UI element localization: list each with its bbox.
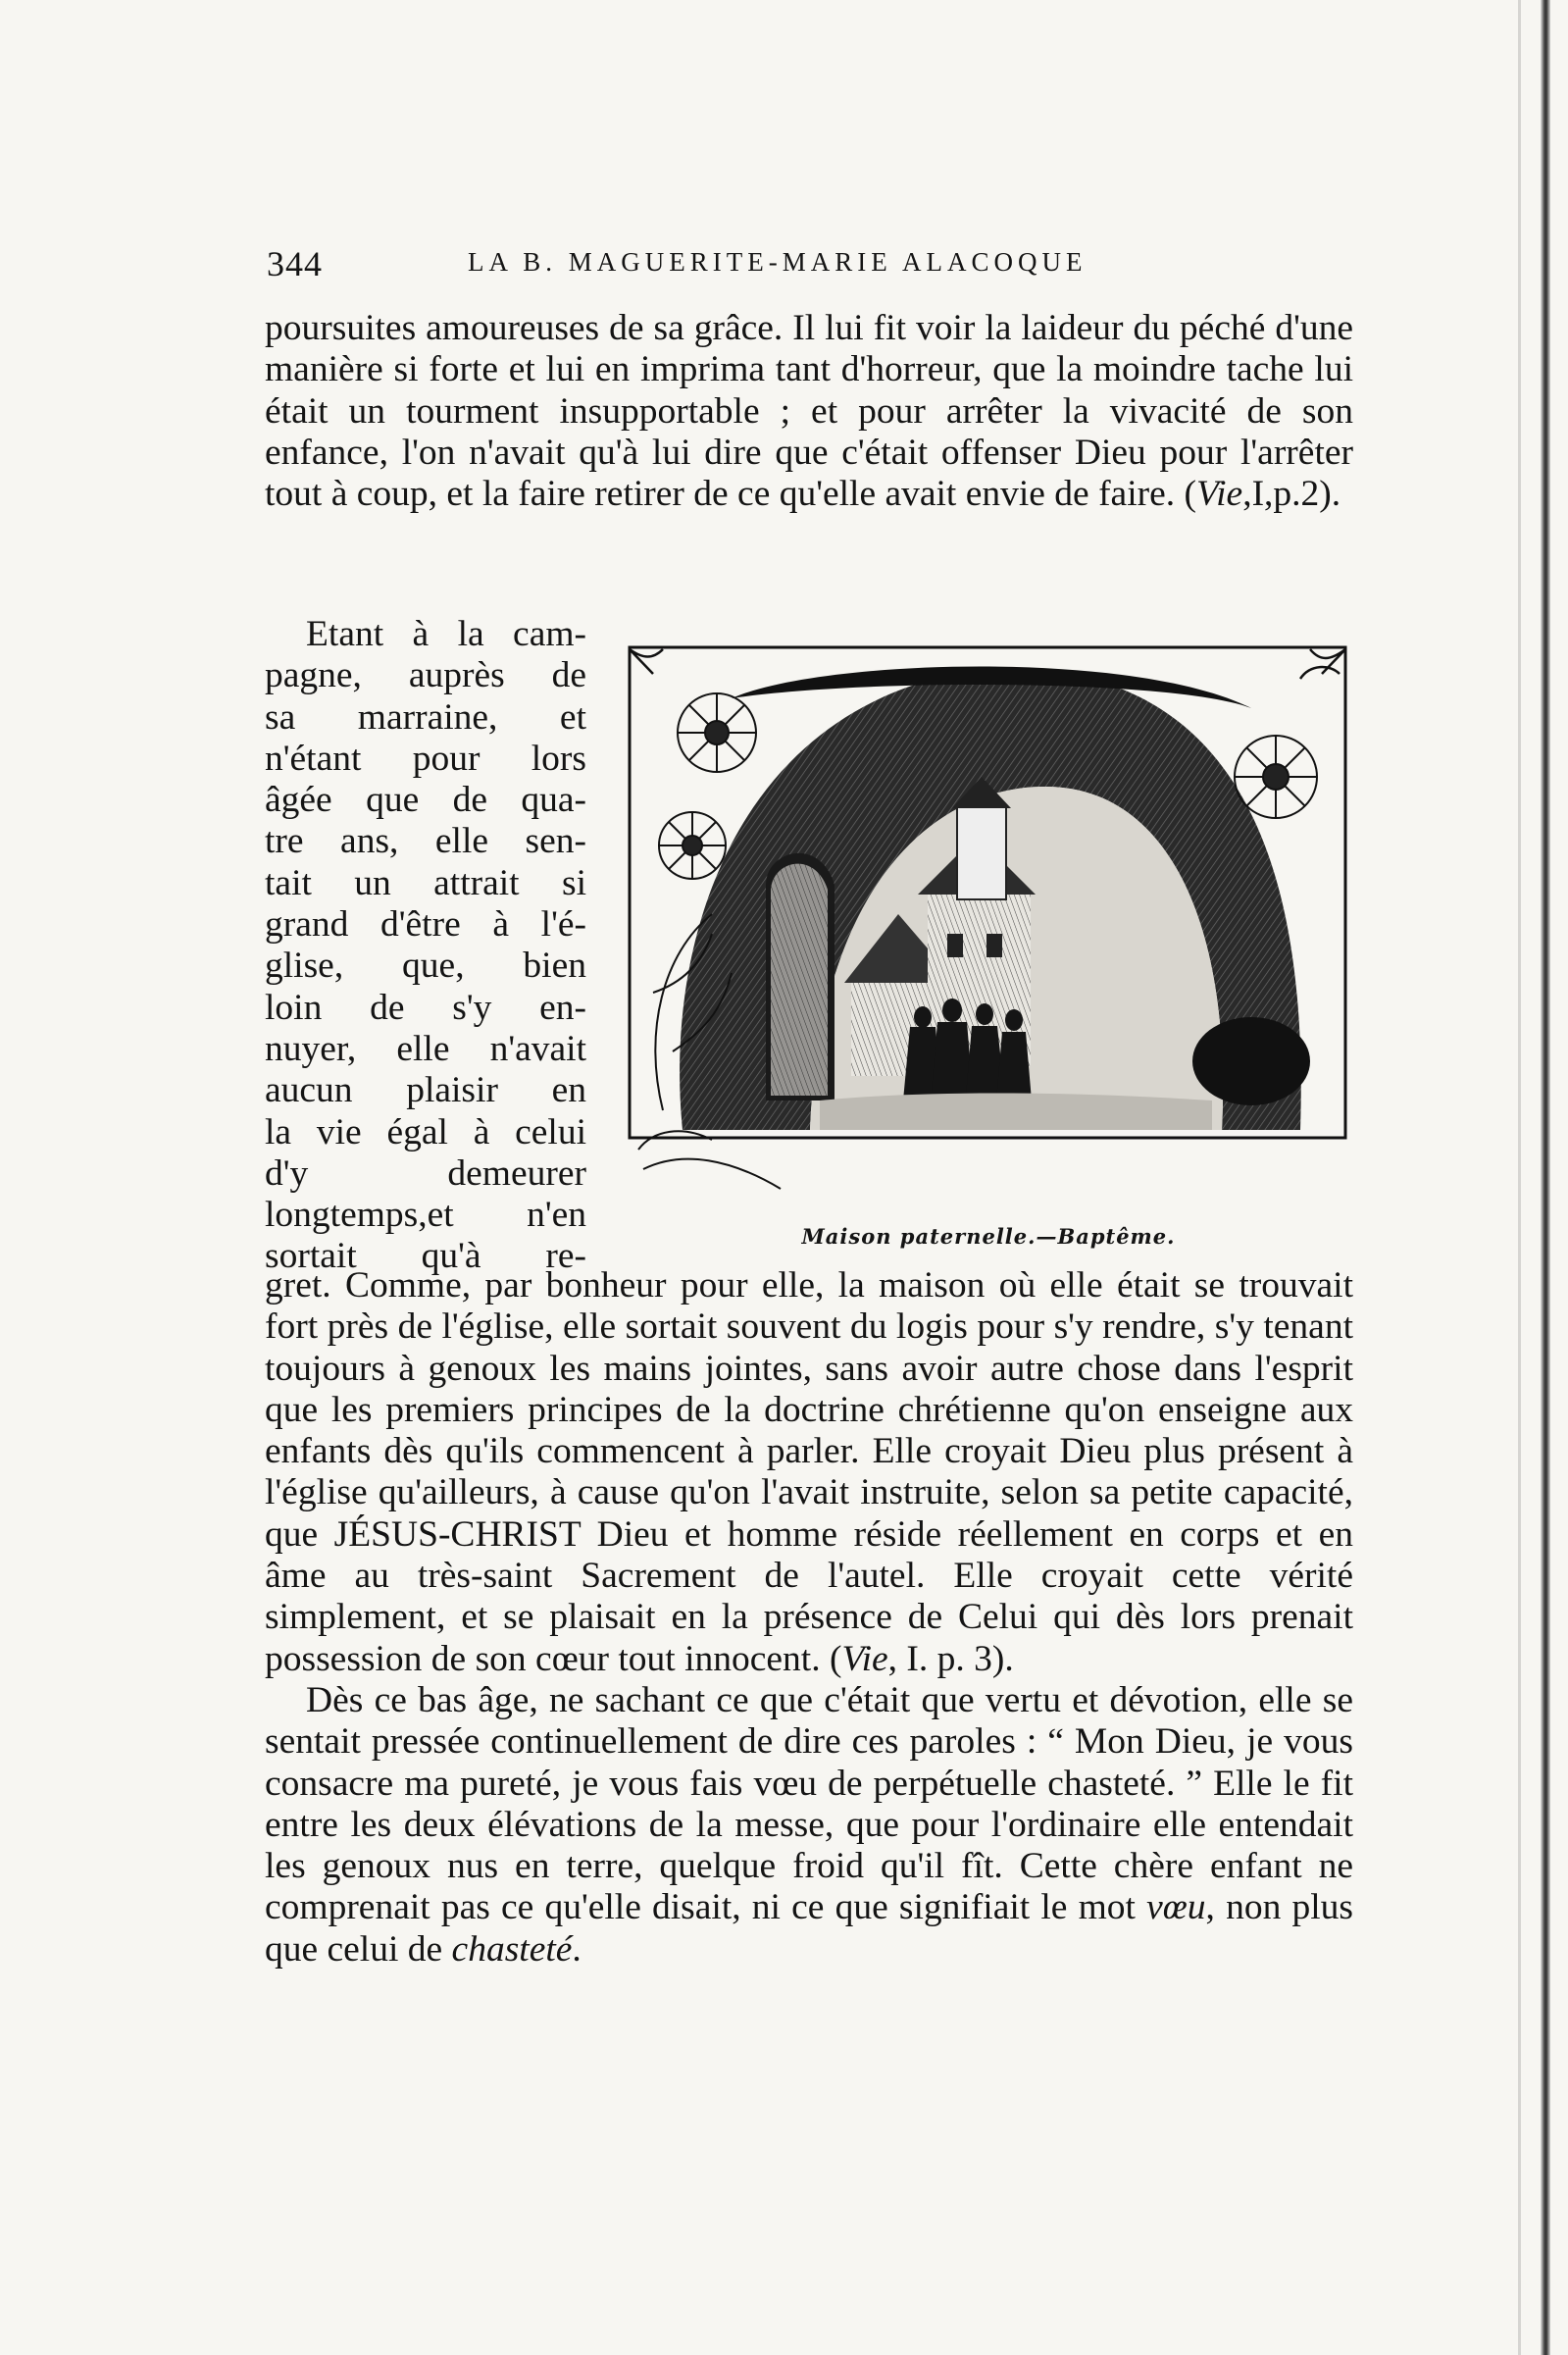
narrow-line: tait un attrait si bbox=[265, 862, 586, 903]
intro-paragraph bbox=[265, 308, 1353, 515]
narrow-line: âgée que de qua- bbox=[265, 780, 586, 821]
illustration-caption: Maison paternelle.—Baptême. bbox=[801, 1224, 1176, 1249]
engraving-illustration bbox=[624, 640, 1353, 1194]
intro-ref-rest: ,I,p.2). bbox=[1242, 474, 1341, 515]
narrow-line: nuyer, elle n'avait bbox=[265, 1028, 586, 1069]
narrow-line: loin de s'y en- bbox=[265, 987, 586, 1028]
paragraph-three-end: . bbox=[572, 1928, 582, 1970]
intro-text: poursuites amoureuses de sa grâce. Il lui fit voir la laideur du péché d'une manière si forte et lui en imprima tant d'horreur, que la moindre tache lui était un tourment insupportable ; et pour arrêter la vivacité de son enfance, l'on n'avait qu'à lui dire que c'était offenser Dieu pour l'arrêter tout à coup, et la faire retirer de ce qu'elle avait envie de faire. ( bbox=[265, 308, 1353, 515]
narrow-line: la vie égal à celui bbox=[265, 1111, 586, 1152]
paragraph-two-continuation: gret. Comme, par bonheur pour elle, la maison où elle était se trouvait fort près de l'église, elle sortait souvent du logis pour s'y rendre, s'y tenant toujours à genoux les mains jointes, sans avoir autre chose dans l'esprit que les premiers principes de la doctrine chrétienne qu'on enseigne aux enfants dès qu'ils commencent à parler. Elle croyait Dieu plus présent à l'église qu'ailleurs, à cause qu'on l'avait instruite, selon sa petite capacité, que JÉSUS-CHRIST Dieu et homme réside réellement en corps et en âme au très-saint Sacrement de l'autel. Elle croyait cette vérité simplement, et se plaisait en la présence de Celui qui dès lors prenait possession de son cœur tout innocent. ( bbox=[265, 1265, 1353, 1679]
paragraph-two-ref-rest: , I. p. 3). bbox=[887, 1638, 1014, 1679]
narrow-line: tre ans, elle sen- bbox=[265, 821, 586, 862]
page-header bbox=[267, 243, 1353, 282]
paragraph-three-text: Dès ce bas âge, ne sachant ce que c'était que vertu et dévotion, elle se sentait pressée continuellement de dire ces paroles : “ Mon Dieu, je vous consacre ma pureté, je vous fais vœu de perpétuelle chasteté. ” Elle le fit entre les deux élévations de la messe, que pour l'ordinaire elle entendait les genoux nus en terre, quelque froid qu'il fît. Cette chère enfant ne comprenait pas ce qu'elle disait, ni ce que signifiait le mot bbox=[265, 1679, 1353, 1928]
paragraph-three-word-chastete: chasteté bbox=[451, 1928, 573, 1970]
running-title: LA B. MAGUERITE-MARIE ALACOQUE bbox=[468, 247, 1087, 277]
narrow-line: d'y demeurer bbox=[265, 1152, 586, 1194]
narrow-line: longtemps,et n'en bbox=[265, 1195, 586, 1236]
narrow-line: grand d'être à l'é- bbox=[265, 904, 586, 946]
narrow-line: sa marraine, et bbox=[265, 696, 586, 738]
narrow-line: pagne, auprès de bbox=[265, 655, 586, 696]
paragraph-two-ref-italic: Vie bbox=[841, 1638, 888, 1679]
main-text-block bbox=[265, 1265, 1353, 1971]
paragraph-three-word-voeu: vœu bbox=[1146, 1887, 1206, 1928]
narrow-line: glise, que, bien bbox=[265, 946, 586, 987]
narrow-line: n'étant pour lors bbox=[265, 738, 586, 779]
page-number: 344 bbox=[267, 244, 323, 283]
narrow-line: aucun plaisir en bbox=[265, 1070, 586, 1111]
narrow-column bbox=[265, 614, 586, 1278]
intro-ref-italic: Vie bbox=[1196, 474, 1243, 515]
paragraph-three-middle: , non plus que celui de bbox=[265, 1887, 1354, 1970]
page-edge-shadow bbox=[1541, 0, 1550, 2355]
narrow-line: sortait qu'à re- bbox=[265, 1236, 586, 1277]
narrow-line: Etant à la cam- bbox=[306, 614, 586, 654]
page-edge-line bbox=[1518, 0, 1521, 2355]
